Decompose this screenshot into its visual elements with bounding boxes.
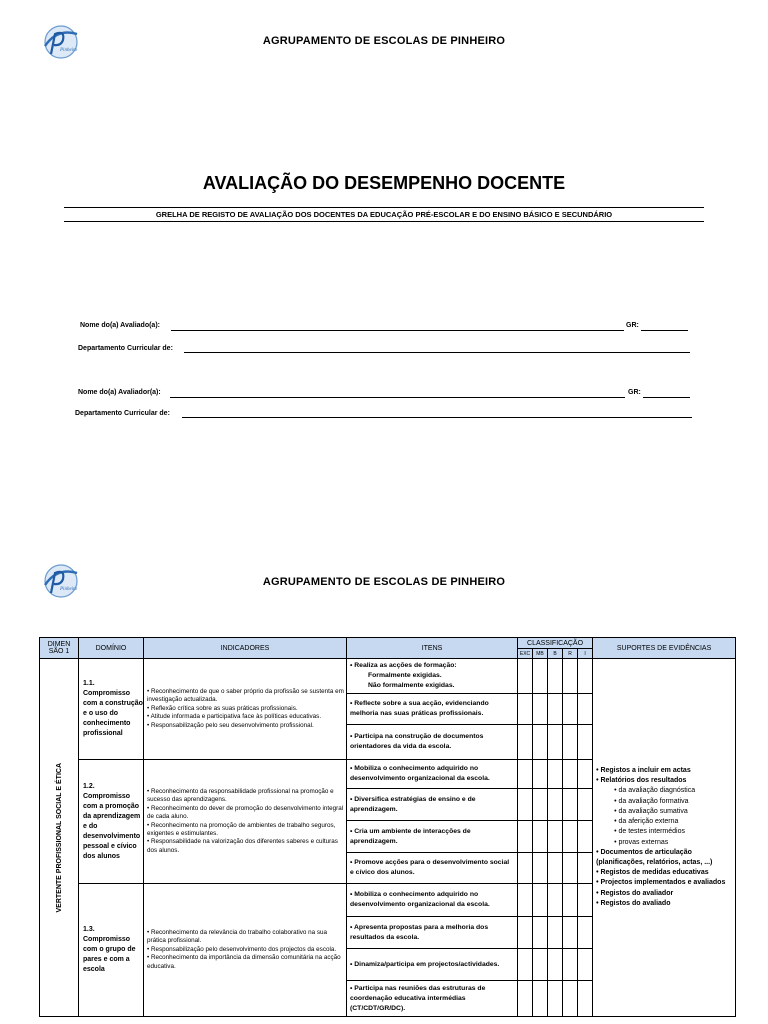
grade-cell[interactable] — [518, 659, 533, 694]
grade-cell[interactable] — [518, 981, 533, 1017]
grade-cell[interactable] — [548, 659, 563, 694]
item-1-3-1: • Mobiliza o conhecimento adquirido no desenvolvimento organizacional da escola. — [347, 884, 518, 917]
item-1-1-3: • Participa na construção de documentos orientadores da vida da escola. — [347, 725, 518, 760]
grade-r: R — [563, 649, 578, 659]
grade-cell[interactable] — [563, 884, 578, 917]
grade-cell[interactable] — [533, 949, 548, 981]
item-1-2-1: • Mobiliza o conhecimento adquirido no desenvolvimento organizacional da escola. — [347, 760, 518, 789]
grade-cell[interactable] — [548, 917, 563, 949]
grade-cell[interactable] — [533, 884, 548, 917]
grade-cell[interactable] — [533, 659, 548, 694]
grade-cell[interactable] — [548, 789, 563, 821]
indicators-1-1: • Reconhecimento de que o saber próprio da profissão se sustenta em investigação actualizada. • Reflexão crítica sobre as suas práticas profissionais. • Atitude informada e participativa face às políticas educativas. • Responsabilização pelo seu desenvolvimento profissional. — [144, 659, 347, 760]
grade-cell[interactable] — [578, 917, 593, 949]
dimension-label: VERTENTE PROFISSIONAL SOCIAL E ÉTICA — [55, 762, 63, 913]
grade-cell[interactable] — [548, 884, 563, 917]
grade-cell[interactable] — [518, 725, 533, 760]
grade-cell[interactable] — [578, 884, 593, 917]
grade-cell[interactable] — [563, 981, 578, 1017]
evaluated-name-label: Nome do(a) Avaliado(a): — [80, 322, 160, 329]
grade-cell[interactable] — [578, 659, 593, 694]
evaluated-name-field[interactable] — [171, 330, 624, 331]
grade-cell[interactable] — [518, 917, 533, 949]
grade-cell[interactable] — [533, 821, 548, 853]
grade-cell[interactable] — [548, 981, 563, 1017]
grade-cell[interactable] — [533, 853, 548, 884]
item-1-2-4: • Promove acções para o desenvolvimento social e cívico dos alunos. — [347, 853, 518, 884]
gr-field-1[interactable] — [641, 330, 688, 331]
page-title: AVALIAÇÃO DO DESEMPENHO DOCENTE — [202, 173, 566, 193]
grade-cell[interactable] — [578, 694, 593, 725]
title-divider-bottom — [64, 221, 704, 222]
grade-cell[interactable] — [533, 725, 548, 760]
grade-cell[interactable] — [563, 917, 578, 949]
grade-cell[interactable] — [518, 821, 533, 853]
grade-cell[interactable] — [578, 949, 593, 981]
domain-1-3: 1.3. Compromisso com o grupo de pares e com a escola — [79, 884, 144, 1017]
grade-cell[interactable] — [563, 853, 578, 884]
grade-cell[interactable] — [548, 853, 563, 884]
item-1-2-3: • Cria um ambiente de interacções de aprendizagem. — [347, 821, 518, 853]
item-1-2-2: • Diversifica estratégias de ensino e de aprendizagem. — [347, 789, 518, 821]
grade-cell[interactable] — [563, 789, 578, 821]
item-1-1-2: • Reflecte sobre a sua acção, evidenciando melhoria nas suas práticas profissionais. — [347, 694, 518, 725]
grade-cell[interactable] — [533, 789, 548, 821]
svg-text:Pinheiro: Pinheiro — [60, 48, 78, 53]
grade-cell[interactable] — [518, 760, 533, 789]
domain-1-2: 1.2. Compromisso com a promoção da aprendizagem e do desenvolvimento pessoal e cívico dos alunos — [79, 760, 144, 884]
header-dimension: DIMEN SÃO 1 — [40, 638, 79, 659]
grade-cell[interactable] — [563, 760, 578, 789]
grade-cell[interactable] — [563, 821, 578, 853]
dimension-cell — [40, 659, 79, 1017]
header-domain: DOMÍNIO — [79, 638, 144, 659]
grade-cell[interactable] — [533, 694, 548, 725]
grade-cell[interactable] — [578, 821, 593, 853]
grade-cell[interactable] — [563, 949, 578, 981]
grade-b: B — [548, 649, 563, 659]
school-name: AGRUPAMENTO DE ESCOLAS DE PINHEIRO — [262, 35, 506, 47]
grade-cell[interactable] — [518, 949, 533, 981]
gr-label-2: GR: — [628, 389, 641, 396]
header-indicators: INDICADORES — [144, 638, 347, 659]
evidence-cell: • Registos a incluir em actas • Relatórios dos resultados • da avaliação diagnóstica • da avaliação formativa • da avaliação sumativa • da aferição externa • de testes intermédios • provas externas • Documentos de articulação (planificações, relatórios, actas, ...) • Registos de medidas educativas • Projectos implementados e avaliados • Registos do avaliador • Registos do avaliado — [593, 659, 736, 1017]
grade-cell[interactable] — [548, 725, 563, 760]
school-name-2: AGRUPAMENTO DE ESCOLAS DE PINHEIRO — [262, 576, 506, 588]
grade-cell[interactable] — [518, 789, 533, 821]
header-classification: CLASSIFICAÇÃO — [518, 638, 593, 649]
evaluator-name-label: Nome do(a) Avaliador(a): — [78, 389, 161, 396]
grade-cell[interactable] — [578, 853, 593, 884]
item-1-3-2: • Apresenta propostas para a melhoria dos resultados da escola. — [347, 917, 518, 949]
title-divider-top — [64, 207, 704, 208]
department-field-2[interactable] — [182, 417, 692, 418]
header-evidence: SUPORTES DE EVIDÊNCIAS — [593, 638, 736, 659]
grade-mb: MB — [533, 649, 548, 659]
grade-cell[interactable] — [548, 760, 563, 789]
evaluator-name-field[interactable] — [170, 397, 625, 398]
grade-cell[interactable] — [518, 884, 533, 917]
grade-i: I — [578, 649, 593, 659]
indicators-1-3: • Reconhecimento da relevância do trabalho colaborativo na sua prática profissional. • Responsabilização pelo desenvolvimento dos projectos da escola. • Reconhecimento da importância da dimensão comunitária na acção educativa. — [144, 884, 347, 1017]
grade-cell[interactable] — [518, 694, 533, 725]
domain-1-1: 1.1. Compromisso com a construção e o uso do conhecimento profissional — [79, 659, 144, 760]
gr-label-1: GR: — [626, 322, 639, 329]
grade-cell[interactable] — [563, 659, 578, 694]
grade-cell[interactable] — [548, 694, 563, 725]
grade-cell[interactable] — [563, 725, 578, 760]
grade-cell[interactable] — [563, 694, 578, 725]
grade-cell[interactable] — [578, 725, 593, 760]
grade-cell[interactable] — [533, 917, 548, 949]
table-row — [40, 659, 736, 694]
item-1-3-3: • Dinamiza/participa em projectos/actividades. — [347, 949, 518, 981]
grade-cell[interactable] — [578, 789, 593, 821]
header-items: ITENS — [347, 638, 518, 659]
grade-cell[interactable] — [578, 760, 593, 789]
grade-cell[interactable] — [518, 853, 533, 884]
grade-cell[interactable] — [533, 981, 548, 1017]
grade-cell[interactable] — [578, 981, 593, 1017]
indicators-1-2: • Reconhecimento da responsabilidade profissional na promoção e sucesso das aprendizagens. • Reconhecimento do dever de promoção do desenvolvimento integral de cada aluno. • Reconhecimento na promoção de ambientes de trabalho seguros, exigentes e estimulantes. • Responsabilidade na valorização dos diferentes saberes e culturas dos alunos. — [144, 760, 347, 884]
grade-cell[interactable] — [548, 821, 563, 853]
grade-exc: EXC — [518, 649, 533, 659]
svg-text:Pinheiro: Pinheiro — [60, 587, 78, 592]
page-subtitle: GRELHA DE REGISTO DE AVALIAÇÃO DOS DOCENTES DA EDUCAÇÃO PRÉ-ESCOLAR E DO ENSINO BÁSICO E SECUNDÁRIO — [155, 210, 613, 219]
department-label-2: Departamento Curricular de: — [75, 410, 170, 417]
evaluation-grid — [39, 637, 736, 1017]
department-label-1: Departamento Curricular de: — [78, 345, 173, 352]
grade-cell[interactable] — [548, 949, 563, 981]
department-field-1[interactable] — [184, 352, 690, 353]
gr-field-2[interactable] — [643, 397, 690, 398]
item-1-3-4: • Participa nas reuniões das estruturas de coordenação educativa intermédias (CT/CDT/GR/DC). — [347, 981, 518, 1017]
item-1-1-1: • Realiza as acções de formação: Formalmente exigidas. Não formalmente exigidas. — [347, 659, 518, 694]
grade-cell[interactable] — [533, 760, 548, 789]
